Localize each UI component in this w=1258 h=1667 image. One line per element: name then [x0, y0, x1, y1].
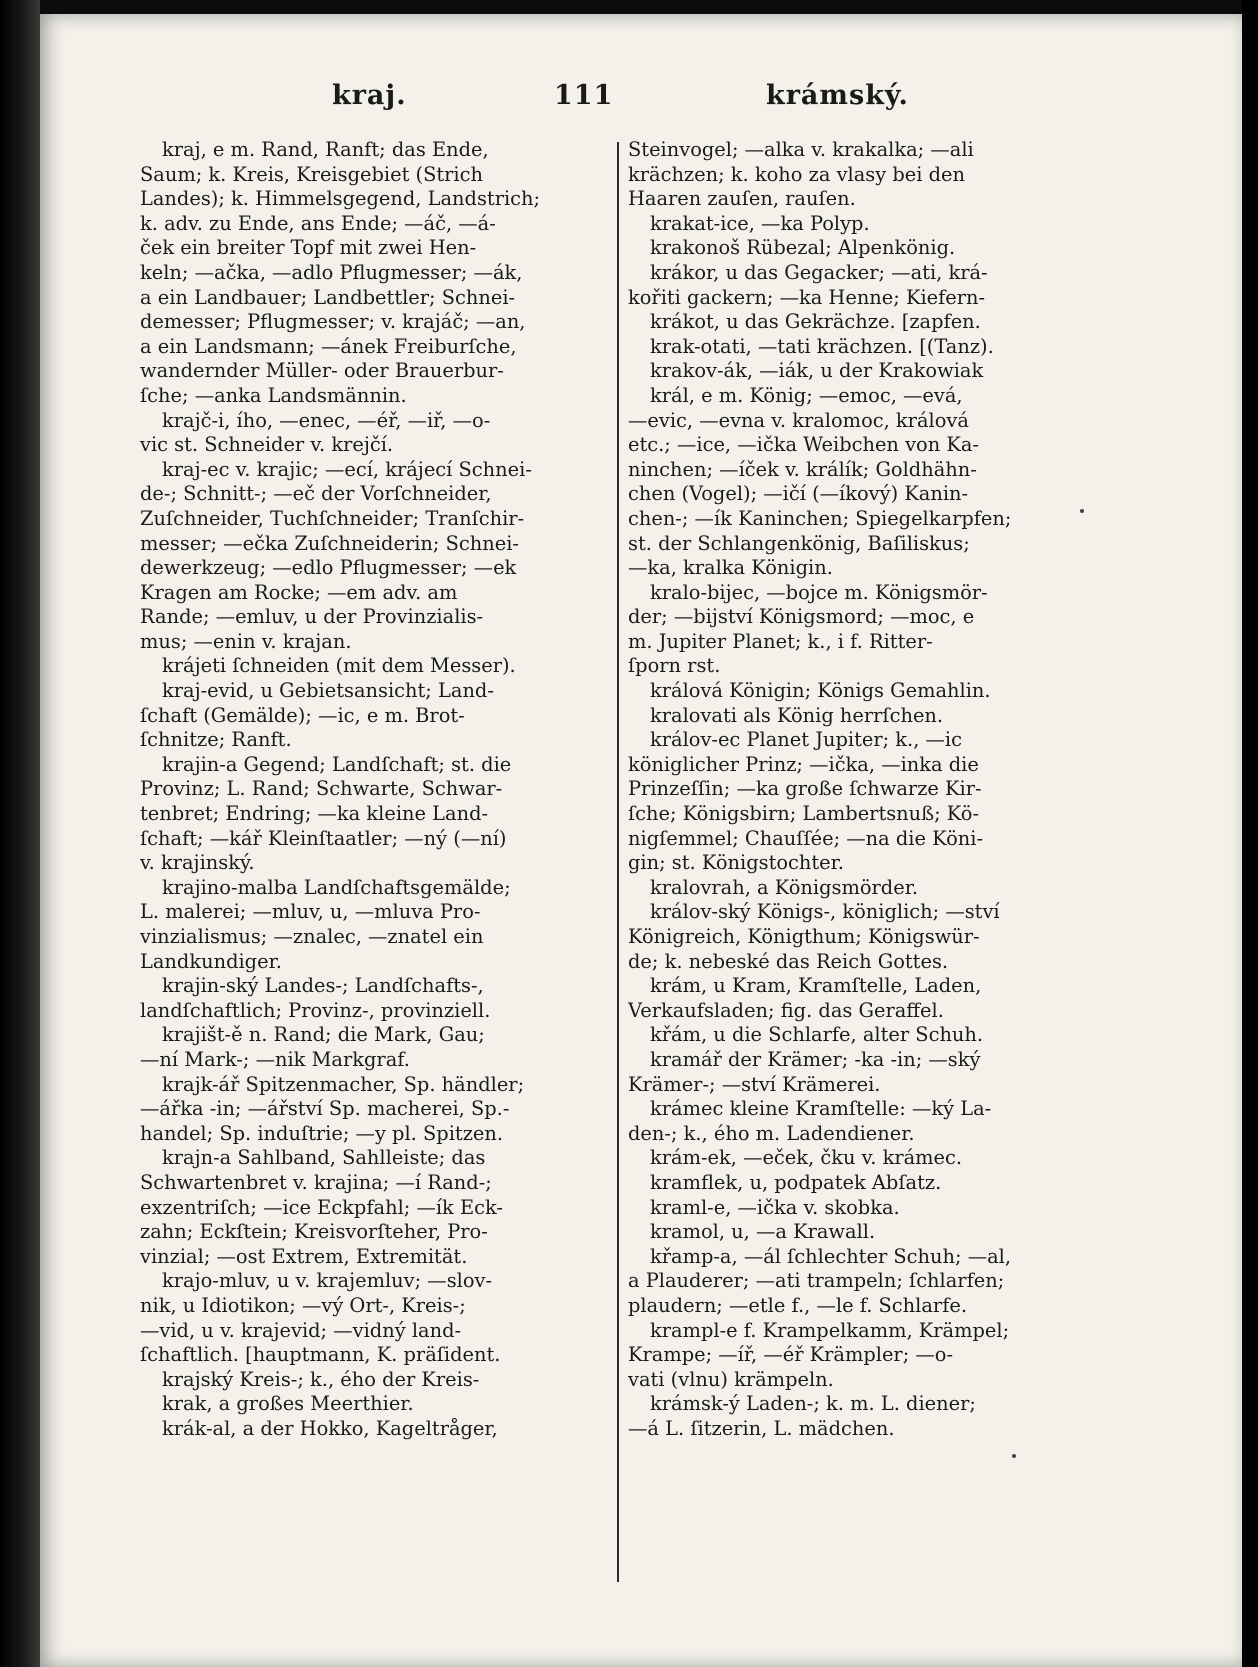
- entry-line: králov-ec Planet Jupiter; k., —ic: [650, 728, 962, 752]
- entry-line: Kragen am Rocke; —em adv. am: [140, 580, 458, 604]
- entry-line: ſchaftlich. [hauptmann, K. präſident.: [140, 1343, 501, 1367]
- entry-line: demesser; Pflugmesser; v. krajáč; —an,: [140, 310, 526, 334]
- entry-line: Krämer-; —ství Krämerei.: [628, 1072, 881, 1096]
- entry-line: etc.; —ice, —ička Weibchen von Ka-: [628, 433, 979, 457]
- entry-line: a Plauderer; —ati trampeln; ſchlarfen;: [628, 1269, 1005, 1293]
- entry-line: zahn; Eckſtein; Kreisvorſteher, Pro-: [140, 1220, 488, 1244]
- entry-line: krajin-ský Landes-; Landſchafts-,: [162, 974, 484, 998]
- right-column: [628, 138, 1114, 1441]
- entry-line: krajin-a Gegend; Landſchaft; st. die: [162, 752, 512, 776]
- scan-edge-right: [1242, 0, 1258, 1667]
- entry-line: krajn-a Sahlband, Sahlleiste; das: [162, 1146, 486, 1170]
- entry-line: ček ein breiter Topf mit zwei Hen-: [140, 236, 477, 260]
- entry-line: vati (vlnu) krämpeln.: [628, 1367, 834, 1391]
- entry-line: vic st. Schneider v. krejčí.: [140, 433, 394, 457]
- entry-line: mus; —enin v. krajan.: [140, 629, 352, 653]
- entry-line: krajišt-ě n. Rand; die Mark, Gau;: [162, 1023, 485, 1047]
- entry-line: messer; —ečka Zuſchneiderin; Schnei-: [140, 531, 519, 555]
- entry-line: ſporn rst.: [628, 654, 721, 678]
- entry-line: krak-otati, —tati krächzen. [(Tanz).: [650, 334, 994, 358]
- scan-speck: [1012, 1454, 1016, 1458]
- entry-line: Zuſchneider, Tuchſchneider; Tranſchir-: [140, 506, 525, 530]
- entry-line: krák-al, a der Hokko, Kageltråger,: [162, 1416, 498, 1440]
- entry-line: —evic, —evna v. kralomoc, králová: [628, 408, 969, 432]
- left-column: [140, 138, 610, 1441]
- entry-line: králová Königin; Königs Gemahlin.: [650, 679, 991, 703]
- entry-line: vinzialismus; —znalec, —znatel ein: [140, 925, 484, 948]
- entry-line: krächzen; k. koho za vlasy bei den: [628, 162, 965, 186]
- entry-line: kramflek, u, podpatek Abſatz.: [650, 1170, 942, 1194]
- entry-line: der; —bijství Königsmord; —moc, e: [628, 605, 975, 629]
- entry-line: Prinzeſſin; —ka große ſchwarze Kir-: [628, 777, 982, 801]
- entry-line: —vid, u v. krajevid; —vidný land-: [140, 1318, 462, 1342]
- entry-line: krákot, u das Gekrächze. [zapfen.: [650, 310, 981, 334]
- entry-line: kralo-bijec, —bojce m. Königsmör-: [650, 580, 988, 604]
- scan-speck: [1080, 509, 1084, 513]
- entry-line: a ein Landbauer; Landbettler; Schnei-: [140, 285, 516, 309]
- scan-edge-left: [0, 0, 40, 1667]
- entry-line: krám-ek, —eček, čku v. krámec.: [650, 1146, 963, 1170]
- entry-line: Verkaufsladen; fig. das Geraffel.: [628, 998, 944, 1022]
- header-left-guide-word: kraj.: [332, 80, 407, 111]
- entry-line: de; k. nebeské das Reich Gottes.: [628, 949, 949, 973]
- entry-line: krám, u Kram, Kramſtelle, Laden,: [650, 974, 982, 998]
- entry-line: den-; k., ého m. Ladendiener.: [628, 1121, 915, 1145]
- entry-line: ſchaft (Gemälde); —ic, e m. Brot-: [140, 703, 465, 727]
- entry-line: kořiti gackern; —ka Henne; Kiefern-: [628, 285, 986, 309]
- entry-line: krámsk-ý Laden-; k. m. L. diener;: [650, 1392, 976, 1416]
- entry-line: Königreich, Königthum; Königswür-: [628, 925, 980, 948]
- entry-line: Steinvogel; —alka v. krakalka; —ali: [628, 138, 974, 161]
- entry-line: vinzial; —ost Extrem, Extremität.: [140, 1244, 468, 1268]
- entry-line: Schwartenbret v. krajina; —í Rand-;: [140, 1170, 492, 1194]
- entry-line: kraj-evid, u Gebietsansicht; Land-: [162, 679, 494, 703]
- entry-line: königlicher Prinz; —ička, —inka die: [628, 752, 979, 776]
- entry-line: Haaren zauſen, rauſen.: [628, 187, 856, 211]
- entry-line: Saum; k. Kreis, Kreisgebiet (Strich: [140, 162, 483, 186]
- entry-line: tenbret; Endring; —ka kleine Land-: [140, 802, 489, 826]
- entry-line: kraj-ec v. krajic; —ecí, krájecí Schnei-: [162, 457, 532, 481]
- column-divider: [617, 142, 619, 1582]
- entry-line: de-; Schnitt-; —eč der Vorſchneider,: [140, 482, 492, 506]
- page-header: [40, 80, 1242, 130]
- entry-line: k. adv. zu Ende, ans Ende; —áč, —á-: [140, 211, 496, 235]
- entry-line: králov-ský Königs-, königlich; —ství: [650, 900, 1000, 924]
- entry-line: v. krajinský.: [140, 851, 255, 875]
- entry-line: st. der Schlangenkönig, Baſiliskus;: [628, 531, 970, 555]
- entry-line: kraj, e m. Rand, Ranft; das Ende,: [162, 138, 489, 161]
- entry-line: landſchaftlich; Provinz-, provinziell.: [140, 998, 491, 1022]
- entry-line: ſche; —anka Landsmännin.: [140, 383, 407, 407]
- entry-line: —ní Mark-; —nik Markgraf.: [140, 1047, 410, 1071]
- header-right-guide-word: krámský.: [766, 80, 909, 111]
- entry-line: —á L. ſitzerin, L. mädchen.: [628, 1416, 895, 1440]
- entry-line: ſche; Königsbirn; Lambertsnuß; Kö-: [628, 802, 980, 826]
- entry-line: keln; —ačka, —adlo Pflugmesser; —ák,: [140, 260, 523, 284]
- entry-line: ſchnitze; Ranft.: [140, 728, 292, 752]
- entry-line: chen (Vogel); —ičí (—íkový) Kanin-: [628, 482, 969, 506]
- entry-line: krakov-ák, —iák, u der Krakowiak: [650, 359, 984, 383]
- entry-line: král, e m. König; —emoc, —evá,: [650, 383, 963, 407]
- entry-line: ſchaft; —kář Kleinſtaatler; —ný (—ní): [140, 826, 507, 850]
- entry-line: Krampe; —íř, —éř Krämpler; —o-: [628, 1343, 954, 1367]
- entry-line: kralovrah, a Königsmörder.: [650, 875, 918, 899]
- entry-line: křamp-a, —ál ſchlechter Schuh; —al,: [650, 1244, 1012, 1268]
- entry-line: krakat-ice, —ka Polyp.: [650, 211, 870, 235]
- entry-line: plaudern; —etle f., —le f. Schlarfe.: [628, 1293, 968, 1317]
- entry-line: krak, a großes Meerthier.: [162, 1392, 414, 1416]
- entry-line: krakonoš Rübezal; Alpenkönig.: [650, 236, 956, 260]
- entry-line: exzentriſch; —ice Eckpfahl; —ík Eck-: [140, 1195, 503, 1219]
- entry-line: krákor, u das Gegacker; —ati, krá-: [650, 260, 988, 284]
- entry-line: Rande; —emluv, u der Provinzialis-: [140, 605, 484, 629]
- entry-line: gin; st. Königstochter.: [628, 851, 844, 875]
- entry-line: L. malerei; —mluv, u, —mluva Pro-: [140, 900, 481, 924]
- entry-line: Landkundiger.: [140, 949, 282, 973]
- entry-line: kramář der Krämer; -ka -in; —ský: [650, 1047, 981, 1071]
- entry-line: krájeti ſchneiden (mit dem Messer).: [162, 654, 516, 678]
- entry-line: Landes); k. Himmelsgegend, Landstrich;: [140, 187, 541, 211]
- entry-line: krámec kleine Kramſtelle: —ký La-: [650, 1097, 992, 1121]
- entry-line: krajino-malba Landſchaftsgemälde;: [162, 875, 511, 899]
- entry-line: Provinz; L. Rand; Schwarte, Schwar-: [140, 777, 503, 801]
- entry-line: nigſemmel; Chauſſée; —na die Köni-: [628, 826, 984, 850]
- entry-line: dewerkzeug; —edlo Pflugmesser; —ek: [140, 556, 517, 580]
- entry-line: krampl-e f. Krampelkamm, Krämpel;: [650, 1318, 1010, 1342]
- entry-line: a ein Landsmann; —ánek Freiburſche,: [140, 334, 517, 358]
- entry-line: kramol, u, —a Krawall.: [650, 1220, 876, 1244]
- entry-line: krajský Kreis-; k., ého der Kreis-: [162, 1367, 480, 1391]
- page-number: 111: [554, 80, 614, 111]
- entry-line: chen-; —ík Kaninchen; Spiegelkarpfen;: [628, 506, 1012, 530]
- entry-line: —ářka -in; —ářství Sp. macherei, Sp.-: [140, 1097, 510, 1121]
- entry-line: wandernder Müller- oder Brauerbur-: [140, 359, 504, 383]
- entry-line: krajo-mluv, u v. krajemluv; —slov-: [162, 1269, 493, 1293]
- entry-line: ninchen; —íček v. králík; Goldhähn-: [628, 457, 977, 481]
- dictionary-page: [40, 14, 1242, 1667]
- entry-line: krajk-ář Spitzenmacher, Sp. händler;: [162, 1072, 525, 1096]
- entry-line: nik, u Idiotikon; —vý Ort-, Kreis-;: [140, 1293, 466, 1317]
- entry-line: handel; Sp. induſtrie; —y pl. Spitzen.: [140, 1121, 504, 1145]
- entry-line: křám, u die Schlarfe, alter Schuh.: [650, 1023, 984, 1047]
- entry-line: kralovati als König herrſchen.: [650, 703, 944, 727]
- entry-line: kraml-e, —ička v. skobka.: [650, 1195, 900, 1219]
- entry-line: krajč-i, ího, —enec, —éř, —iř, —o-: [162, 408, 491, 432]
- scan-edge-top: [0, 0, 1258, 14]
- entry-line: —ka, kralka Königin.: [628, 556, 833, 580]
- entry-line: m. Jupiter Planet; k., i f. Ritter-: [628, 629, 933, 653]
